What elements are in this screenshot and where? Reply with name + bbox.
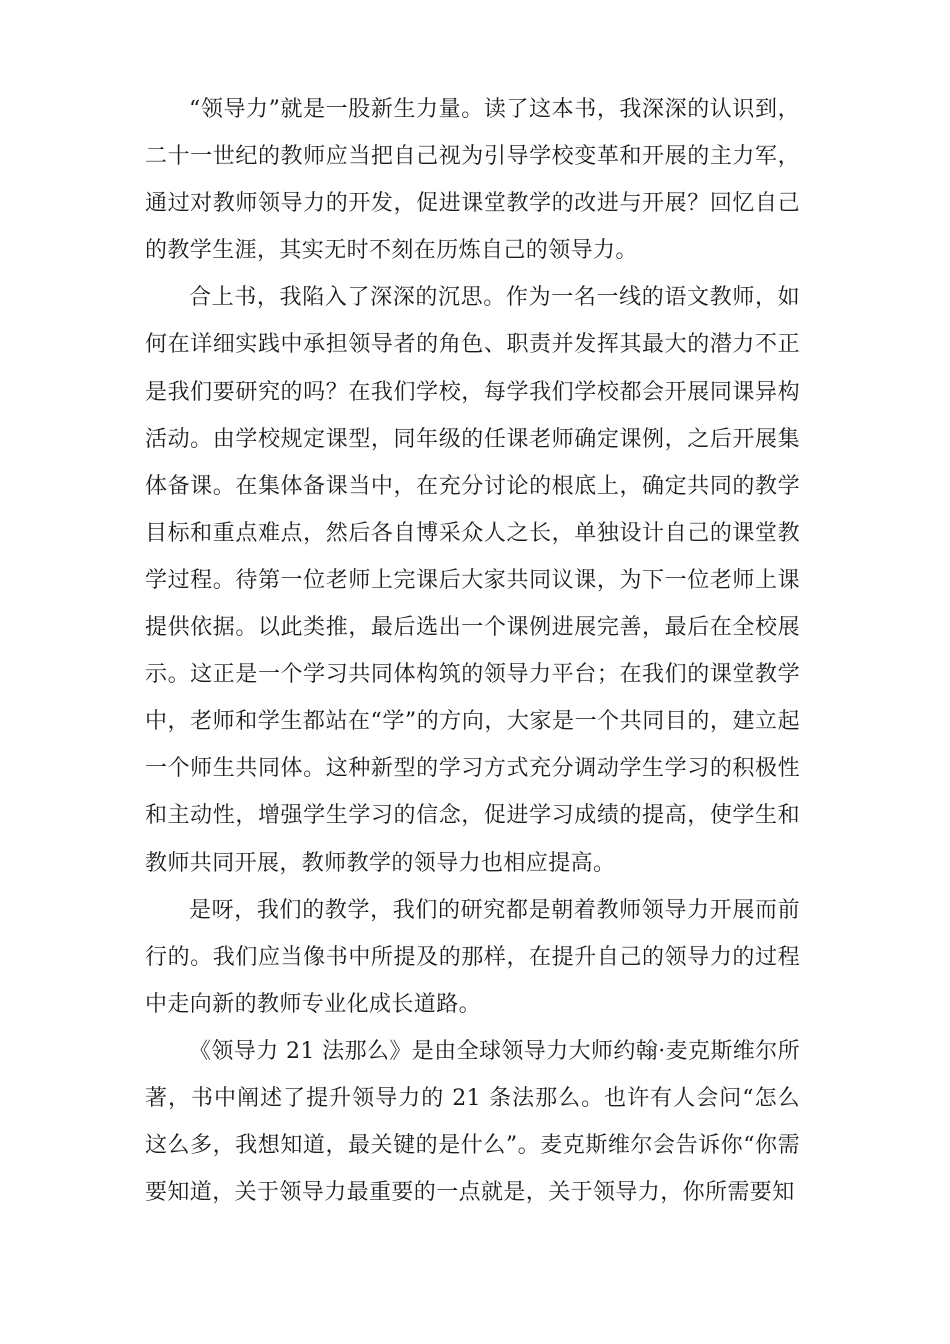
paragraph-2: 合上书，我陷入了深深的沉思。作为一名一线的语文教师，如何在详细实践中承担领导者的角色、职责并发挥其最大的潜力不正是我们要研究的吗？在我们学校，每学我们学校都会开展同课异构活动。由学校规定课型，同年级的任课老师确定课例，之后开展集体备课。在集体备课当中，在充分讨论的根底上，确定共同的教学目标和重点难点，然后各自博采众人之长，单独设计自己的课堂教学过程。待第一位老师上完课后大家共同议课，为下一位老师上课提供依据。以此类推，最后选出一个课例进展完善，最后在全校展示。这正是一个学习共同体构筑的领导力平台；在我们的课堂教学中，老师和学生都站在“学”的方向，大家是一个共同目的，建立起一个师生共同体。这种新型的学习方式充分调动学生学习的积极性和主动性，增强学生学习的信念，促进学习成绩的提高，使学生和教师共同开展，教师教学的领导力也相应提高。 bbox=[145, 285, 800, 876]
paragraph-1: “领导力”就是一股新生力量。读了这本书，我深深的认识到，二十一世纪的教师应当把自己视为引导学校变革和开展的主力军，通过对教师领导力的开发，促进课堂教学的改进与开展？回忆自己的教学生涯，其实无时不刻在历炼自己的领导力。 bbox=[145, 97, 800, 264]
document-body bbox=[145, 86, 800, 1216]
paragraph-4: 《领导力 21 法那么》是由全球领导力大师约翰·麦克斯维尔所著，书中阐述了提升领导力的 21 条法那么。也许有人会问“怎么这么多，我想知道，最关键的是什么”。麦克斯维尔会告诉你“你需要知道，关于领导力最重要的一点就是，关于领导力，你所需要知 bbox=[145, 1038, 800, 1206]
paragraph-3: 是呀，我们的教学，我们的研究都是朝着教师领导力开展而前行的。我们应当像书中所提及的那样，在提升自己的领导力的过程中走向新的教师专业化成长道路。 bbox=[145, 897, 800, 1017]
